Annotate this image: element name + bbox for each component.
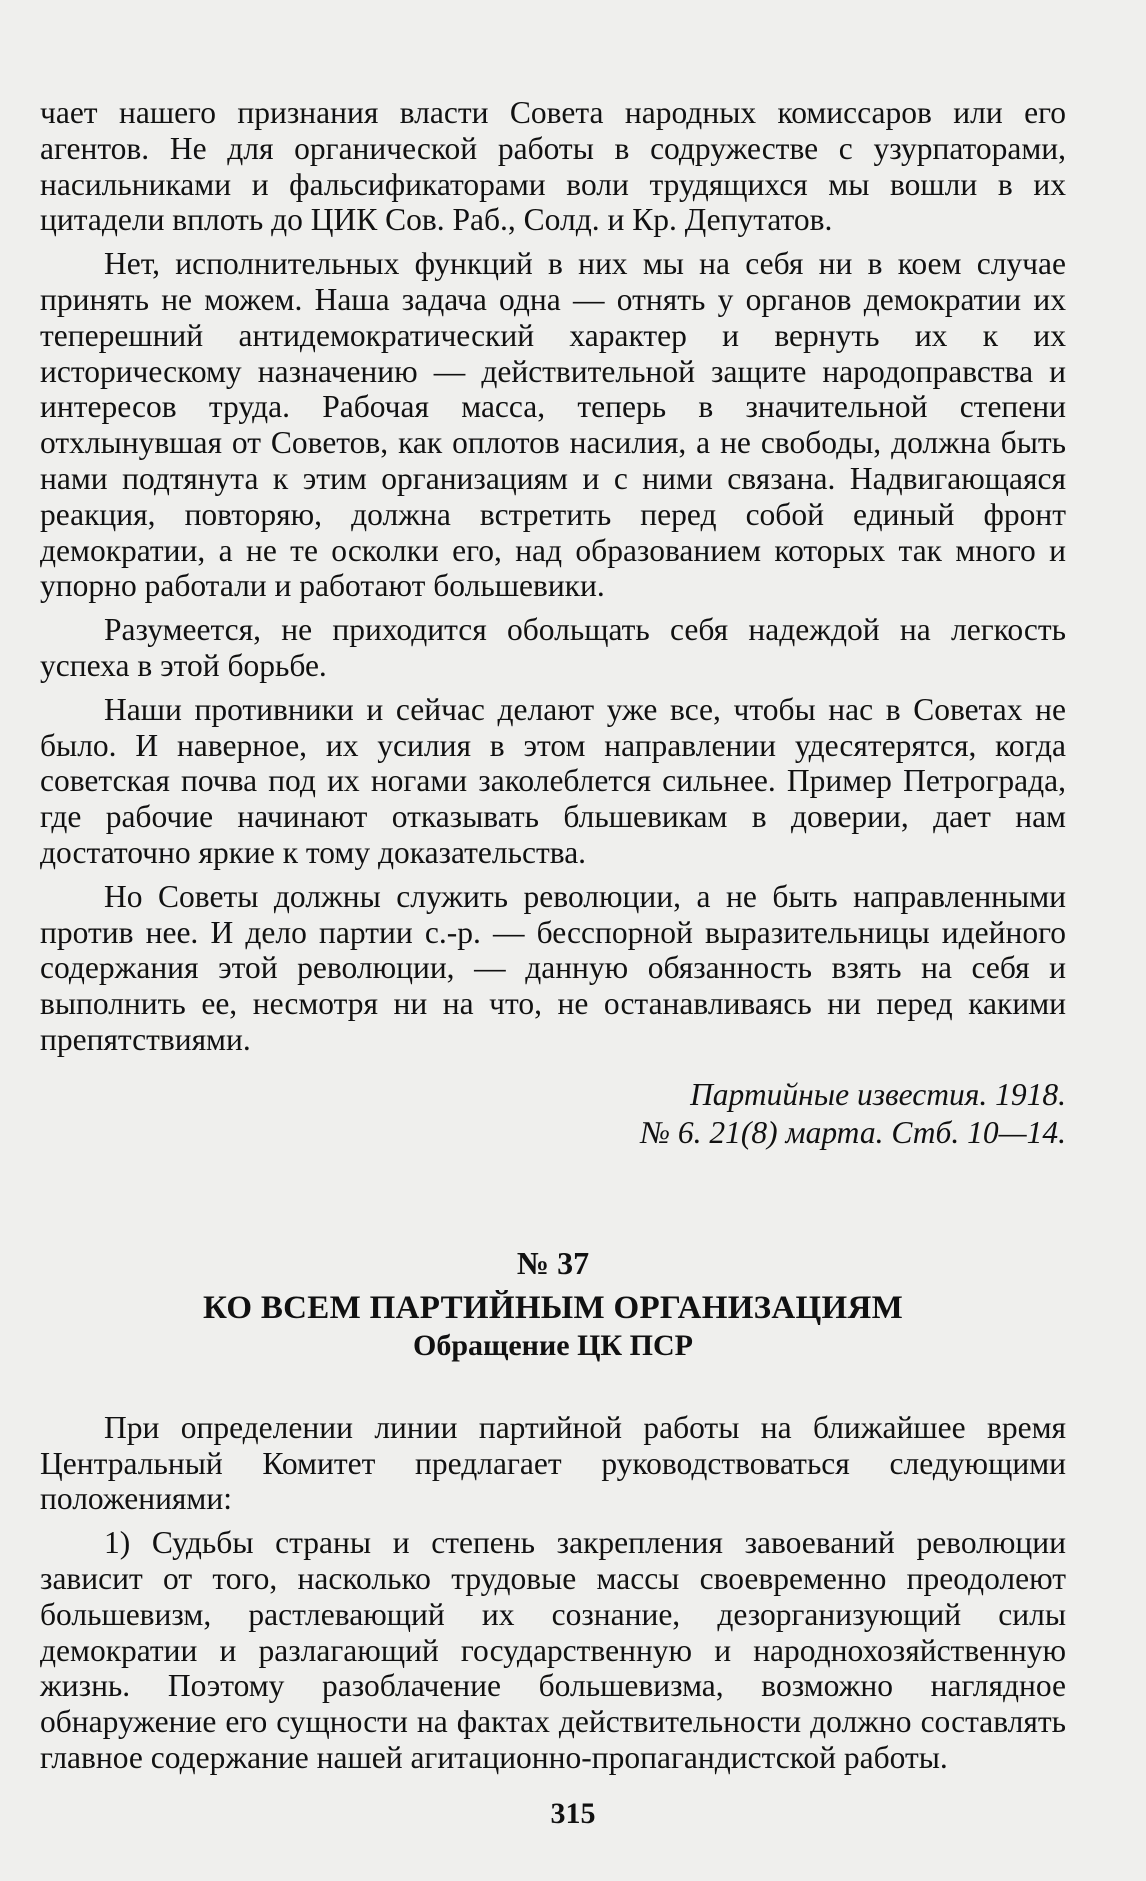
body-paragraph: При определении линии партийной работы на ближайшее время Центральный Комитет предлагает руководствоваться следующими положениями:	[40, 1409, 1066, 1517]
body-paragraph: Нет, исполнительных функций в них мы на себя ни в коем случае принять не можем. Наша задача одна — отнять у органов демократии их теперешний антидемократический характер и вернуть их к их историческому назначению — действительной защите народоправства и интересов труда. Рабочая масса, теперь в значительной степени отхлынувшая от Советов, как оплотов насилия, а не свободы, должна быть нами подтянута к этим организациям и с ними связана. Надвигающаяся реакция, повторяю, должна встретить перед собой единый фронт демократии, а не те осколки его, над образованием которых так много и упорно работали и работают большевики.	[40, 246, 1066, 604]
body-paragraph: 1) Судьбы страны и степень закрепления завоеваний революции зависит от того, насколько трудовые массы своевременно преодолеют большевизм, растлевающий их сознание, дезорганизующий силы демократии и разлагающий государственную и народнохозяйственную жизнь. Поэтому разоблачение большевизма, возможно наглядное обнаружение его сущности на фактах действительности должно составлять главное содержание нашей агитационно-пропагандистской работы.	[40, 1525, 1066, 1775]
source-line: № 6. 21(8) марта. Стб. 10—14.	[640, 1114, 1066, 1150]
source-line: Партийные известия. 1918.	[690, 1076, 1066, 1112]
body-paragraph: Разумеется, не приходится обольщать себя надеждой на легкость успеха в этой борьбе.	[40, 612, 1066, 683]
document-subtitle: Обращение ЦК ПСР	[413, 1328, 693, 1362]
book-page	[40, 95, 1066, 1776]
document-number: № 37	[516, 1244, 590, 1281]
source-citation	[40, 1076, 1066, 1152]
body-paragraph: Наши противники и сейчас делают уже все, чтобы нас в Советах не было. И наверное, их усилия в этом направлении удесятерятся, когда советская почва под их ногами заколеблется сильнее. Пример Петрограда, где рабочие начинают отказывать бльшевикам в доверии, дает нам достаточно яркие к тому доказательства.	[40, 691, 1066, 870]
body-paragraph: Но Советы должны служить революции, а не быть направленными против нее. И дело партии с.-р. — бесспорной выразительницы идейного содержания этой революции, — данную обязанность взять на себя и выполнить ее, несмотря ни на что, не останавливаясь ни перед какими препятствиями.	[40, 878, 1066, 1057]
body-paragraph: чает нашего признания власти Совета народных комиссаров или его агентов. Не для органической работы в содружестве с узурпаторами, насильниками и фальсификаторами воли трудящихся мы вошли в их цитадели вплоть до ЦИК Сов. Раб., Солд. и Кр. Депутатов.	[40, 95, 1066, 238]
document-title: КО ВСЕМ ПАРТИЙНЫМ ОРГАНИЗАЦИЯМ	[202, 1289, 904, 1326]
page-number: 315	[550, 1797, 596, 1830]
